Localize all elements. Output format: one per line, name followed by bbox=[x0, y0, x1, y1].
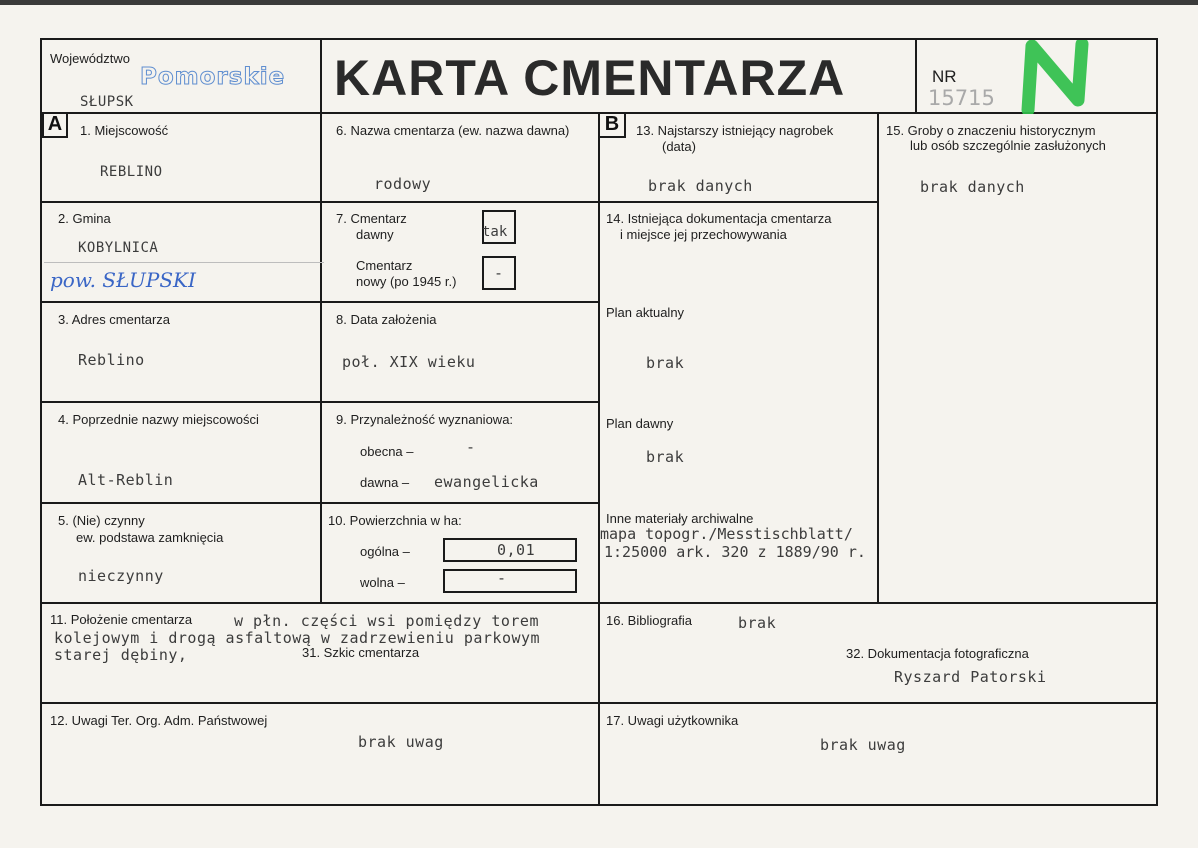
field-9-label: 9. Przynależność wyznaniowa: bbox=[336, 412, 514, 427]
wojewodztwo-label: Województwo bbox=[50, 51, 130, 66]
row-line-a1 bbox=[42, 201, 879, 203]
field-14-sublabel: i miejsce jej przechowywania bbox=[620, 227, 787, 242]
other-materials-line-1: mapa topogr./Messtischblatt/ bbox=[600, 525, 853, 543]
col-divider-3 bbox=[877, 112, 879, 602]
field-31-label: 31. Szkic cmentarza bbox=[302, 645, 420, 660]
wojewodztwo-stamp: Pomorskie bbox=[140, 64, 286, 90]
field-8-value: poł. XIX wieku bbox=[342, 353, 476, 371]
field-1-label: 1. Miejscowość bbox=[80, 123, 169, 138]
field-14-label: 14. Istniejąca dokumentacja cmentarza bbox=[606, 211, 832, 226]
field-9-current-value: - bbox=[466, 438, 476, 456]
nr-divider bbox=[915, 40, 917, 112]
field-7-old-label: 7. Cmentarz bbox=[336, 211, 407, 226]
scan-top-edge bbox=[0, 0, 1198, 5]
field-12-label: 12. Uwagi Ter. Org. Adm. Państwowej bbox=[50, 713, 268, 728]
field-15-label: 15. Groby o znaczeniu historycznym bbox=[886, 123, 1096, 138]
field-10-free-box bbox=[443, 569, 577, 593]
row-line-a3 bbox=[42, 401, 600, 403]
field-11-label: 11. Położenie cmentarza bbox=[50, 612, 193, 627]
field-17-label: 17. Uwagi użytkownika bbox=[606, 713, 739, 728]
field-7-old-checkbox bbox=[482, 210, 516, 244]
field-15-value: brak danych bbox=[920, 178, 1025, 196]
row-line-bottom bbox=[42, 702, 1156, 704]
field-16-value: brak bbox=[738, 614, 777, 632]
field-17-value: brak uwag bbox=[820, 736, 906, 754]
field-3-value: Reblino bbox=[78, 351, 145, 369]
field-9-current-label: obecna – bbox=[360, 444, 414, 459]
field-2-handwritten: pow. SŁUPSKI bbox=[50, 268, 196, 292]
field-2-underline bbox=[44, 262, 324, 263]
field-13-value: brak danych bbox=[648, 177, 753, 195]
field-6-label: 6. Nazwa cmentarza (ew. nazwa dawna) bbox=[336, 123, 570, 138]
field-10-total-value: 0,01 bbox=[497, 541, 536, 559]
field-5-label: 5. (Nie) czynny bbox=[58, 513, 145, 528]
plan-current-label: Plan aktualny bbox=[606, 305, 685, 320]
field-3-label: 3. Adres cmentarza bbox=[58, 312, 170, 327]
other-materials-label: Inne materiały archiwalne bbox=[606, 511, 754, 526]
field-7-new-checkbox bbox=[482, 256, 516, 290]
field-32-value: Ryszard Patorski bbox=[894, 668, 1047, 686]
plan-current-value: brak bbox=[646, 354, 685, 372]
field-10-total-box bbox=[443, 538, 577, 562]
field-7-old-sublabel: dawny bbox=[356, 227, 394, 242]
field-11-line-3: starej dębiny, bbox=[54, 646, 188, 664]
field-10-label: 10. Powierzchnia w ha: bbox=[328, 513, 462, 528]
field-7-old-value: tak bbox=[482, 224, 508, 240]
field-5-sublabel: ew. podstawa zamknięcia bbox=[76, 530, 224, 545]
field-13-label: 13. Najstarszy istniejący nagrobek bbox=[636, 123, 834, 138]
field-11-line-2: kolejowym i drogą asfaltową w zadrzewieniu parkowym bbox=[54, 629, 541, 647]
field-9-former-value: ewangelicka bbox=[434, 473, 539, 491]
cemetery-card-form bbox=[40, 38, 1158, 806]
field-10-total-label: ogólna – bbox=[360, 544, 410, 559]
wojewodztwo-typed: SŁUPSK bbox=[80, 94, 134, 110]
section-a-marker: A bbox=[42, 112, 68, 138]
field-2-label: 2. Gmina bbox=[58, 211, 111, 226]
field-5-value: nieczynny bbox=[78, 567, 164, 585]
nr-label: NR bbox=[932, 67, 957, 86]
form-title: KARTA CMENTARZA bbox=[334, 50, 846, 106]
field-32-label: 32. Dokumentacja fotograficzna bbox=[846, 646, 1029, 661]
field-16-label: 16. Bibliografia bbox=[606, 613, 692, 628]
green-marker-letter bbox=[1020, 40, 1102, 114]
field-1-value: REBLINO bbox=[100, 164, 163, 180]
field-10-free-label: wolna – bbox=[360, 575, 405, 590]
field-11-line-1: w płn. części wsi pomiędzy torem bbox=[234, 612, 539, 630]
field-7-new-label: Cmentarz bbox=[356, 258, 413, 273]
field-10-free-value: - bbox=[497, 569, 507, 587]
field-12-value: brak uwag bbox=[358, 733, 444, 751]
field-9-former-label: dawna – bbox=[360, 475, 410, 490]
col-divider-1 bbox=[320, 40, 322, 602]
row-line-a4 bbox=[42, 502, 600, 504]
field-8-label: 8. Data założenia bbox=[336, 312, 437, 327]
nr-value: 15715 bbox=[928, 86, 995, 110]
section-b-marker: B bbox=[598, 112, 626, 138]
row-line-main bbox=[42, 602, 1156, 604]
field-13-sublabel: (data) bbox=[662, 139, 696, 154]
field-7-new-sublabel: nowy (po 1945 r.) bbox=[356, 274, 457, 289]
plan-old-label: Plan dawny bbox=[606, 416, 674, 431]
field-4-label: 4. Poprzednie nazwy miejscowości bbox=[58, 412, 259, 427]
field-6-value: rodowy bbox=[374, 175, 432, 193]
other-materials-line-2: 1:25000 ark. 320 z 1889/90 r. bbox=[604, 543, 866, 561]
row-line-a2 bbox=[42, 301, 600, 303]
field-2-value: KOBYLNICA bbox=[78, 240, 159, 256]
field-4-value: Alt-Reblin bbox=[78, 471, 174, 489]
field-7-new-value: - bbox=[494, 264, 504, 282]
plan-old-value: brak bbox=[646, 448, 685, 466]
field-15-sublabel: lub osób szczególnie zasłużonych bbox=[910, 138, 1106, 153]
col-divider-2 bbox=[598, 112, 600, 804]
